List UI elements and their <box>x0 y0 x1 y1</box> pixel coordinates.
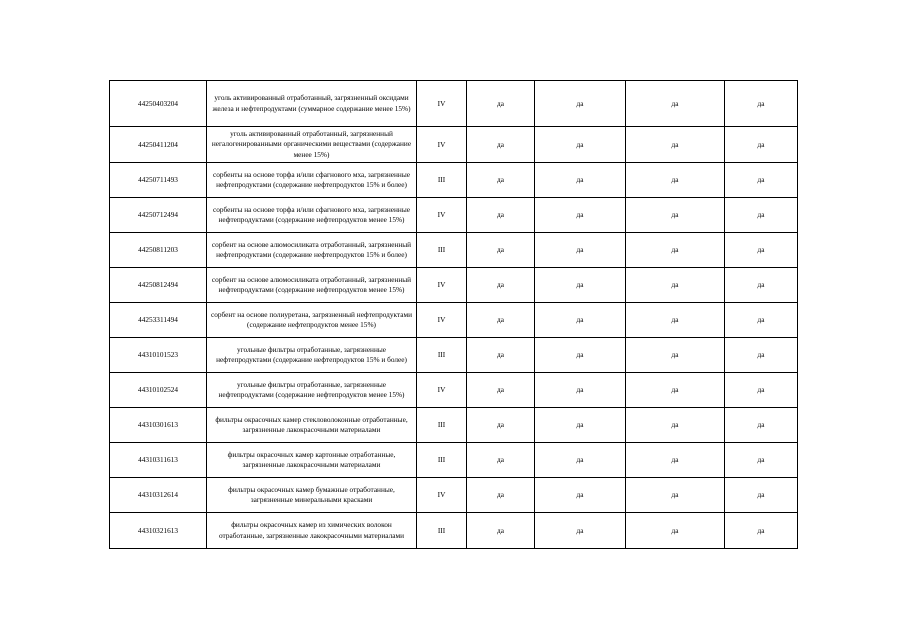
allowed-column-3-cell: да <box>626 303 725 338</box>
allowed-column-4-cell: да <box>725 233 798 268</box>
table-row <box>110 268 798 303</box>
table-row <box>110 303 798 338</box>
allowed-column-3-cell: да <box>626 127 725 163</box>
allowed-column-4-cell: да <box>725 198 798 233</box>
allowed-column-3-cell: да <box>626 408 725 443</box>
waste-description-cell: фильтры окрасочных камер стекловолоконные отработанные, загрязненные лакокрасочными материалами <box>207 408 417 443</box>
allowed-column-4-cell: да <box>725 163 798 198</box>
waste-description-cell: фильтры окрасочных камер картонные отработанные, загрязненные лакокрасочными материалами <box>207 443 417 478</box>
hazard-class-cell: III <box>417 338 467 373</box>
allowed-column-2-cell: да <box>535 233 626 268</box>
hazard-class-cell: III <box>417 443 467 478</box>
allowed-column-2-cell: да <box>535 408 626 443</box>
allowed-column-4-cell: да <box>725 303 798 338</box>
allowed-column-1-cell: да <box>467 408 535 443</box>
allowed-column-3-cell: да <box>626 478 725 513</box>
allowed-column-1-cell: да <box>467 478 535 513</box>
allowed-column-1-cell: да <box>467 81 535 127</box>
allowed-column-4-cell: да <box>725 81 798 127</box>
hazard-class-cell: IV <box>417 268 467 303</box>
allowed-column-4-cell: да <box>725 373 798 408</box>
allowed-column-1-cell: да <box>467 513 535 549</box>
waste-description-cell: сорбенты на основе торфа и/или сфагнового мха, загрязненные нефтепродуктами (содержание нефтепродуктов менее 15%) <box>207 198 417 233</box>
table-row <box>110 373 798 408</box>
allowed-column-2-cell: да <box>535 81 626 127</box>
waste-code-cell: 44250812494 <box>110 268 207 303</box>
allowed-column-1-cell: да <box>467 233 535 268</box>
waste-code-cell: 44310312614 <box>110 478 207 513</box>
table-row <box>110 408 798 443</box>
hazard-class-cell: III <box>417 233 467 268</box>
hazard-class-cell: IV <box>417 198 467 233</box>
allowed-column-4-cell: да <box>725 443 798 478</box>
allowed-column-1-cell: да <box>467 127 535 163</box>
allowed-column-1-cell: да <box>467 338 535 373</box>
allowed-column-4-cell: да <box>725 127 798 163</box>
allowed-column-1-cell: да <box>467 163 535 198</box>
waste-code-cell: 44253311494 <box>110 303 207 338</box>
waste-code-cell: 44310321613 <box>110 513 207 549</box>
allowed-column-1-cell: да <box>467 198 535 233</box>
allowed-column-2-cell: да <box>535 513 626 549</box>
waste-code-cell: 44250811203 <box>110 233 207 268</box>
hazard-class-cell: IV <box>417 478 467 513</box>
waste-description-cell: сорбенты на основе торфа и/или сфагнового мха, загрязненные нефтепродуктами (содержание нефтепродуктов 15% и более) <box>207 163 417 198</box>
hazard-class-cell: IV <box>417 127 467 163</box>
waste-description-cell: угольные фильтры отработанные, загрязненные нефтепродуктами (содержание нефтепродуктов 15% и более) <box>207 338 417 373</box>
table-row <box>110 478 798 513</box>
hazard-class-cell: IV <box>417 303 467 338</box>
table-row <box>110 338 798 373</box>
allowed-column-4-cell: да <box>725 268 798 303</box>
hazard-class-cell: IV <box>417 373 467 408</box>
waste-description-cell: сорбент на основе алюмосиликата отработанный, загрязненный нефтепродуктами (содержание нефтепродуктов менее 15%) <box>207 268 417 303</box>
waste-description-cell: фильтры окрасочных камер бумажные отработанные, загрязненные минеральными красками <box>207 478 417 513</box>
allowed-column-2-cell: да <box>535 268 626 303</box>
allowed-column-3-cell: да <box>626 338 725 373</box>
allowed-column-4-cell: да <box>725 338 798 373</box>
allowed-column-4-cell: да <box>725 513 798 549</box>
allowed-column-1-cell: да <box>467 303 535 338</box>
waste-code-cell: 44310102524 <box>110 373 207 408</box>
table-row <box>110 127 798 163</box>
allowed-column-2-cell: да <box>535 478 626 513</box>
hazard-class-cell: III <box>417 408 467 443</box>
allowed-column-3-cell: да <box>626 268 725 303</box>
table-body <box>110 81 798 549</box>
allowed-column-3-cell: да <box>626 233 725 268</box>
allowed-column-3-cell: да <box>626 198 725 233</box>
allowed-column-4-cell: да <box>725 478 798 513</box>
hazard-class-cell: III <box>417 513 467 549</box>
waste-code-cell: 44250403204 <box>110 81 207 127</box>
allowed-column-3-cell: да <box>626 163 725 198</box>
allowed-column-1-cell: да <box>467 373 535 408</box>
allowed-column-2-cell: да <box>535 303 626 338</box>
allowed-column-3-cell: да <box>626 443 725 478</box>
table-row <box>110 513 798 549</box>
table-row <box>110 163 798 198</box>
allowed-column-2-cell: да <box>535 338 626 373</box>
table-row <box>110 198 798 233</box>
allowed-column-1-cell: да <box>467 443 535 478</box>
allowed-column-3-cell: да <box>626 513 725 549</box>
waste-description-cell: сорбент на основе алюмосиликата отработанный, загрязненный нефтепродуктами (содержание нефтепродуктов 15% и более) <box>207 233 417 268</box>
waste-description-cell: уголь активированный отработанный, загрязненный оксидами железа и нефтепродуктами (суммарное содержание менее 15%) <box>207 81 417 127</box>
table-row <box>110 443 798 478</box>
waste-code-cell: 44310311613 <box>110 443 207 478</box>
allowed-column-2-cell: да <box>535 373 626 408</box>
allowed-column-4-cell: да <box>725 408 798 443</box>
allowed-column-2-cell: да <box>535 163 626 198</box>
allowed-column-2-cell: да <box>535 127 626 163</box>
waste-description-cell: фильтры окрасочных камер из химических волокон отработанные, загрязненные лакокрасочными материалами <box>207 513 417 549</box>
waste-code-cell: 44310101523 <box>110 338 207 373</box>
allowed-column-1-cell: да <box>467 268 535 303</box>
waste-catalog-table <box>109 80 798 549</box>
hazard-class-cell: III <box>417 163 467 198</box>
waste-code-cell: 44250711493 <box>110 163 207 198</box>
table-row <box>110 81 798 127</box>
waste-description-cell: угольные фильтры отработанные, загрязненные нефтепродуктами (содержание нефтепродуктов менее 15%) <box>207 373 417 408</box>
waste-code-cell: 44310301613 <box>110 408 207 443</box>
waste-code-cell: 44250712494 <box>110 198 207 233</box>
allowed-column-2-cell: да <box>535 443 626 478</box>
allowed-column-2-cell: да <box>535 198 626 233</box>
waste-code-cell: 44250411204 <box>110 127 207 163</box>
allowed-column-3-cell: да <box>626 373 725 408</box>
waste-description-cell: сорбент на основе полиуретана, загрязненный нефтепродуктами (содержание нефтепродуктов менее 15%) <box>207 303 417 338</box>
allowed-column-3-cell: да <box>626 81 725 127</box>
waste-description-cell: уголь активированный отработанный, загрязненный негалогенированными органическими веществами (содержание менее 15%) <box>207 127 417 163</box>
table-row <box>110 233 798 268</box>
hazard-class-cell: IV <box>417 81 467 127</box>
